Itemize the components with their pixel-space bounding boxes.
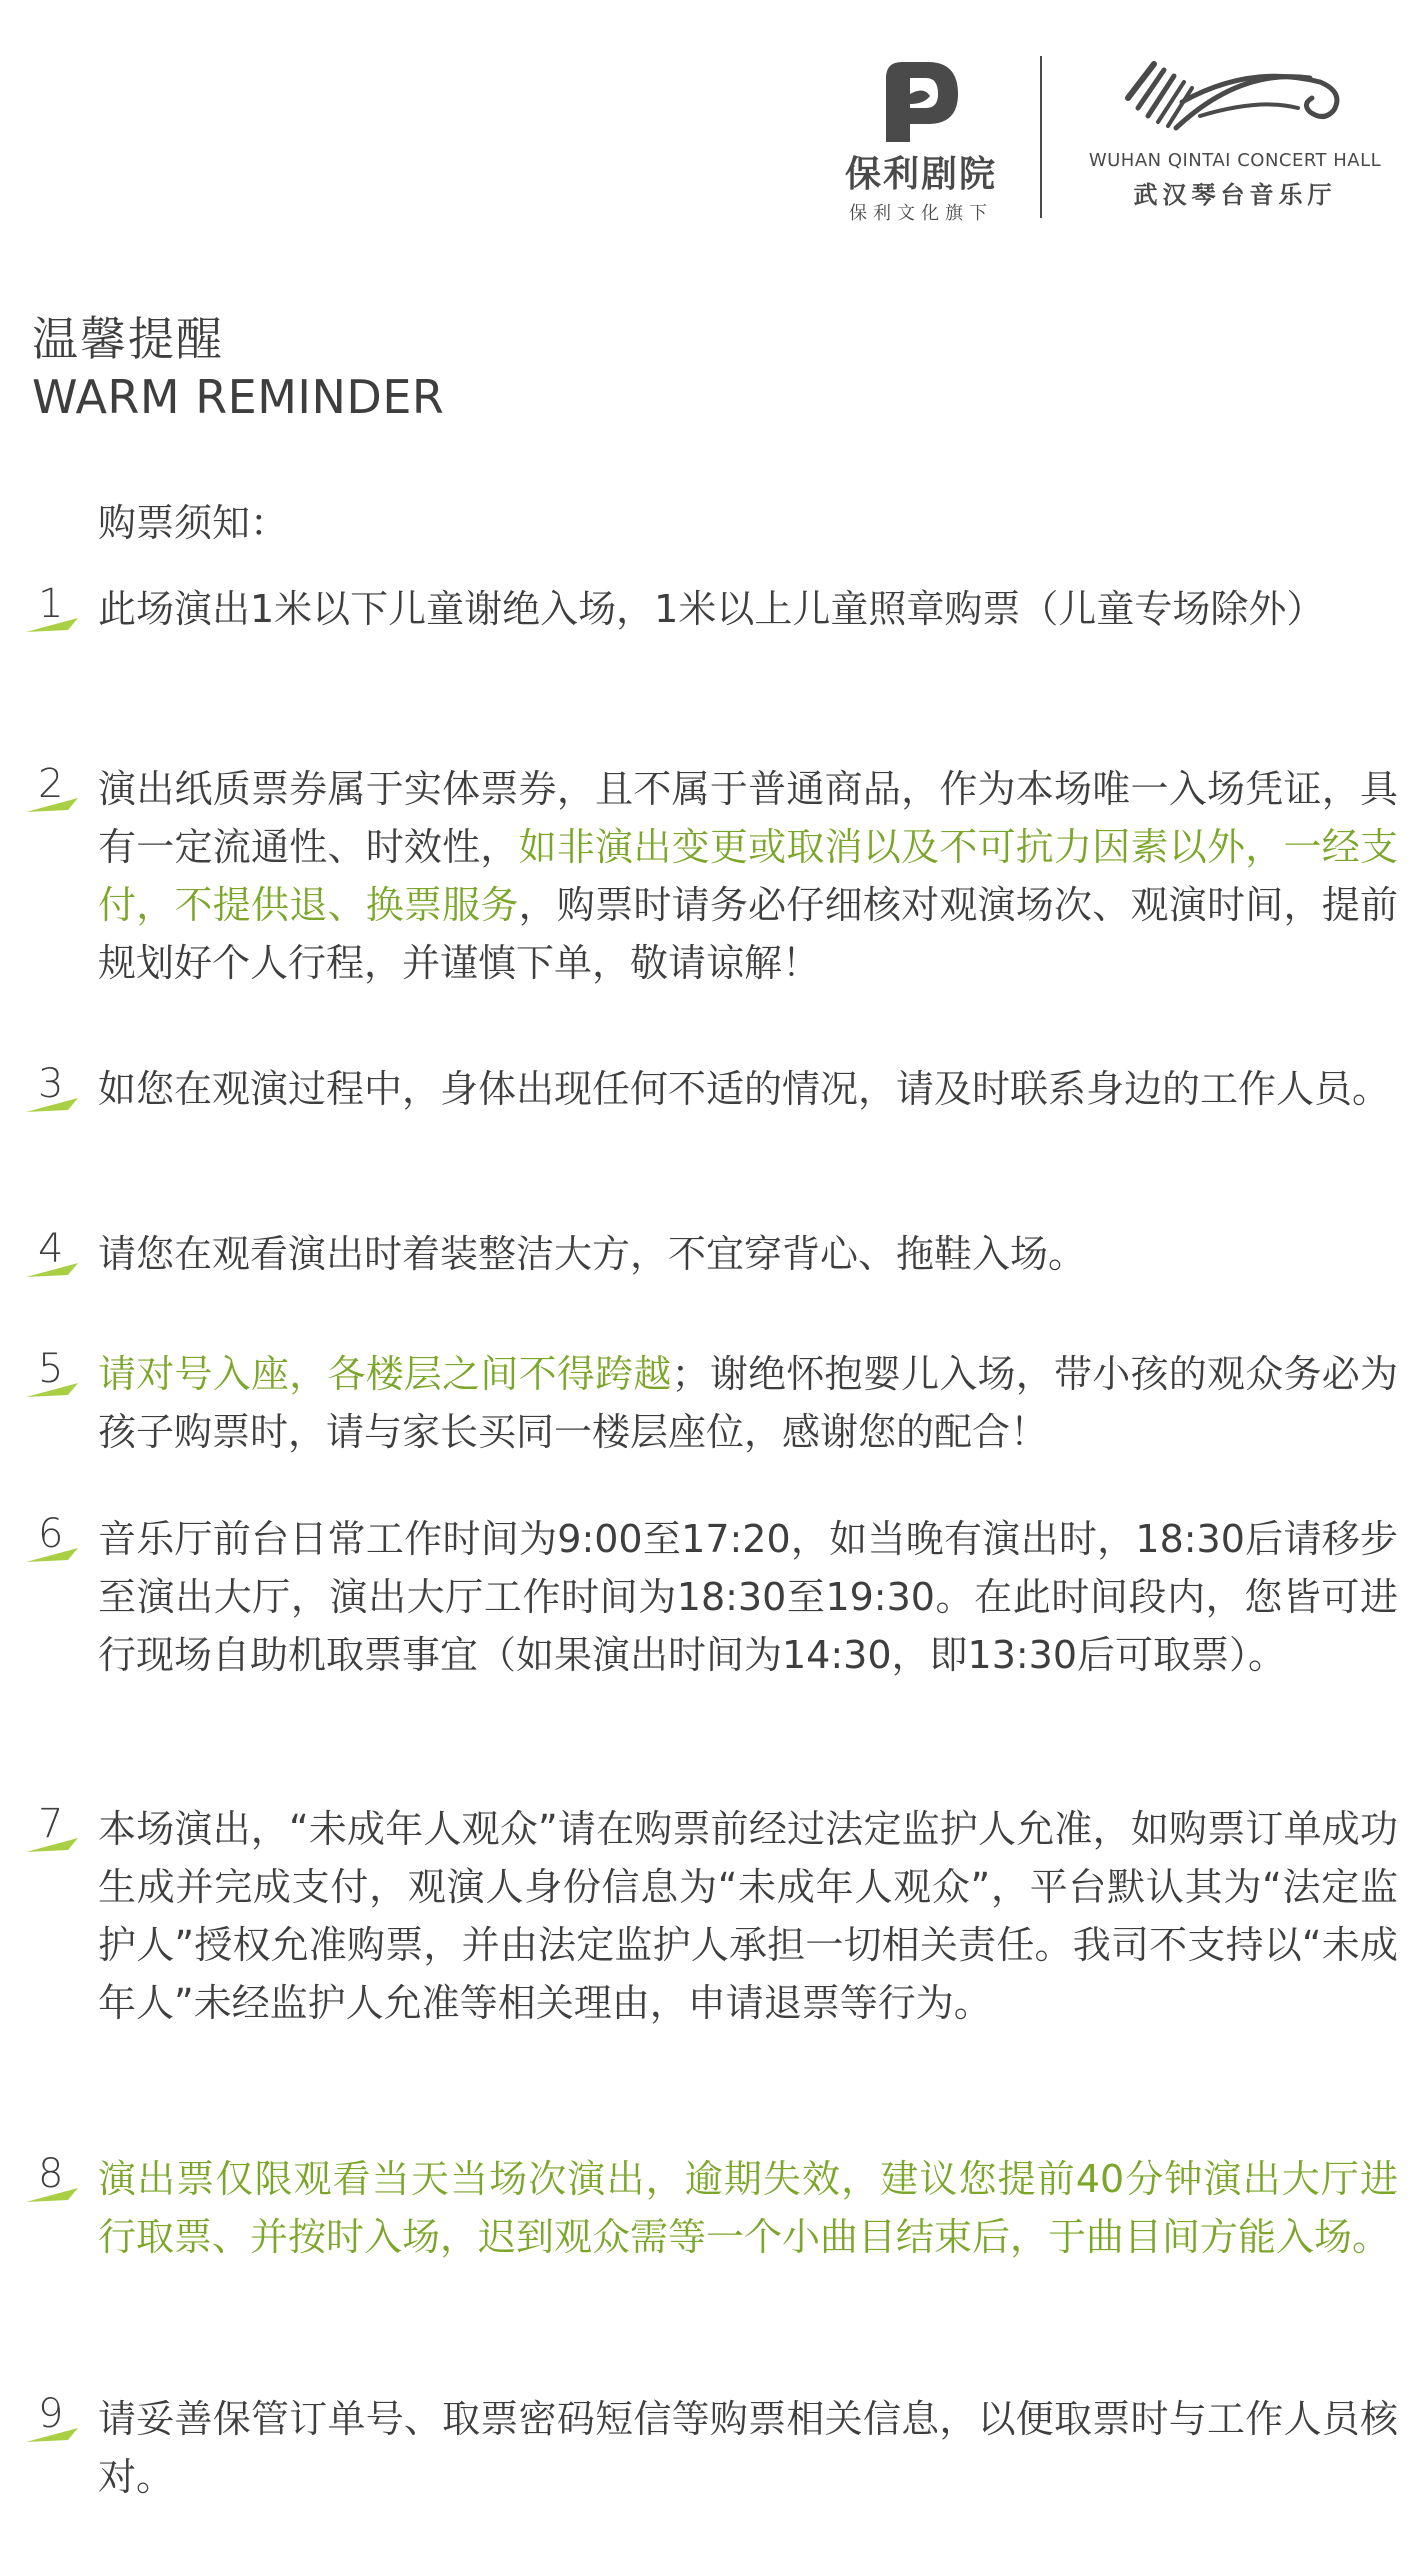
header-logos [830,52,1400,232]
item-number-badge [24,2150,84,2210]
qintai-chinese-name: 武汉琴台音乐厅 [1133,181,1337,209]
item-text-segment: 如您在观演过程中，身体出现任何不适的情况，请及时联系身边的工作人员。 [98,1067,1391,1111]
heading-english: WARM REMINDER [32,370,445,424]
item-text [98,2390,1398,2506]
item-text-segment: 演出纸质票券属于实体票券，且不属于普通商品，作为本场唯一入场凭证，具有一定流通性、时效性， [98,767,1398,869]
item-number-badge [24,1060,84,1120]
qintai-harp-logo-icon [1120,58,1350,138]
item-number: 4 [38,1226,64,1272]
qintai-concert-hall-logo [1070,58,1400,210]
item-number-badge [24,1800,84,1860]
item-number-badge [24,1225,84,1285]
warm-reminder-heading [32,310,444,426]
item-text-segment: 音乐厅前台日常工作时间为9:00至17:20，如当晚有演出时，18:30后请移步至演出大厅，演出大厅工作时间为18:30至19:30。在此时间段内，您皆可进行现场自助机取票事宜（如果演出时间为14:30，即13:30后可取票）。 [98,1517,1398,1677]
item-number: 3 [38,1061,64,1107]
highlighted-text: 如非演出变更或取消以及不可抗力因素以外，一经支付，不提供退、换票服务 [98,825,1398,927]
highlighted-text: 演出票仅限观看当天当场次演出，逾期失效，建议您提前40分钟演出大厅进行取票、并按时入场，迟到观众需等一个小曲目结束后，于曲目间方能入场。 [98,2157,1398,2259]
item-text [98,2150,1398,2266]
heading-chinese: 温馨提醒 [32,312,224,366]
item-number: 8 [38,2151,64,2197]
item-text-segment: ，购票时请务必仔细核对观演场次、观演时间，提前规划好个人行程，并谨慎下单，敬请谅解！ [98,883,1398,985]
item-text [98,1800,1398,2032]
item-number: 1 [38,581,64,627]
item-text-segment: 此场演出1米以下儿童谢绝入场，1米以上儿童照章购票（儿童专场除外） [98,587,1325,631]
item-number-badge [24,760,84,820]
poly-theatre-subtitle: 保利文化旗下 [849,203,993,224]
item-number: 2 [38,761,64,807]
item-number: 7 [38,1801,64,1847]
item-number: 5 [38,1346,64,1392]
qintai-english-name: WUHAN QINTAI CONCERT HALL [1088,150,1382,171]
poly-theatre-logo [836,58,1006,225]
item-text [98,1225,1398,1283]
item-number-badge [24,580,84,640]
highlighted-text: 请对号入座，各楼层之间不得跨越 [98,1352,672,1396]
item-number-badge [24,1345,84,1405]
logo-divider [1040,56,1042,218]
item-text [98,760,1398,992]
poly-theatre-name: 保利剧院 [844,154,997,195]
item-text [98,1060,1398,1118]
item-number: 9 [38,2391,64,2437]
item-number-badge [24,1510,84,1570]
poly-p-logo-icon [880,58,962,144]
ticket-notice-title: 购票须知： [98,501,289,545]
item-text-segment: 请妥善保管订单号、取票密码短信等购票相关信息，以便取票时与工作人员核对。 [98,2397,1398,2499]
item-number-badge [24,2390,84,2450]
item-number: 6 [38,1511,64,1557]
item-text [98,580,1398,638]
item-text-segment: 请您在观看演出时着装整洁大方，不宜穿背心、拖鞋入场。 [98,1232,1087,1276]
item-text [98,1510,1398,1684]
item-text-segment: 本场演出，“未成年人观众”请在购票前经过法定监护人允准，如购票订单成功生成并完成支付，观演人身份信息为“未成年人观众”，平台默认其为“法定监护人”授权允准购票，并由法定监护人承担一切相关责任。我司不支持以“未成年人”未经监护人允准等相关理由，申请退票等行为。 [98,1807,1398,2025]
item-text-segment: ；谢绝怀抱婴儿入场，带小孩的观众务必为孩子购票时，请与家长买同一楼层座位，感谢您的配合！ [98,1352,1398,1454]
item-text [98,1345,1398,1461]
